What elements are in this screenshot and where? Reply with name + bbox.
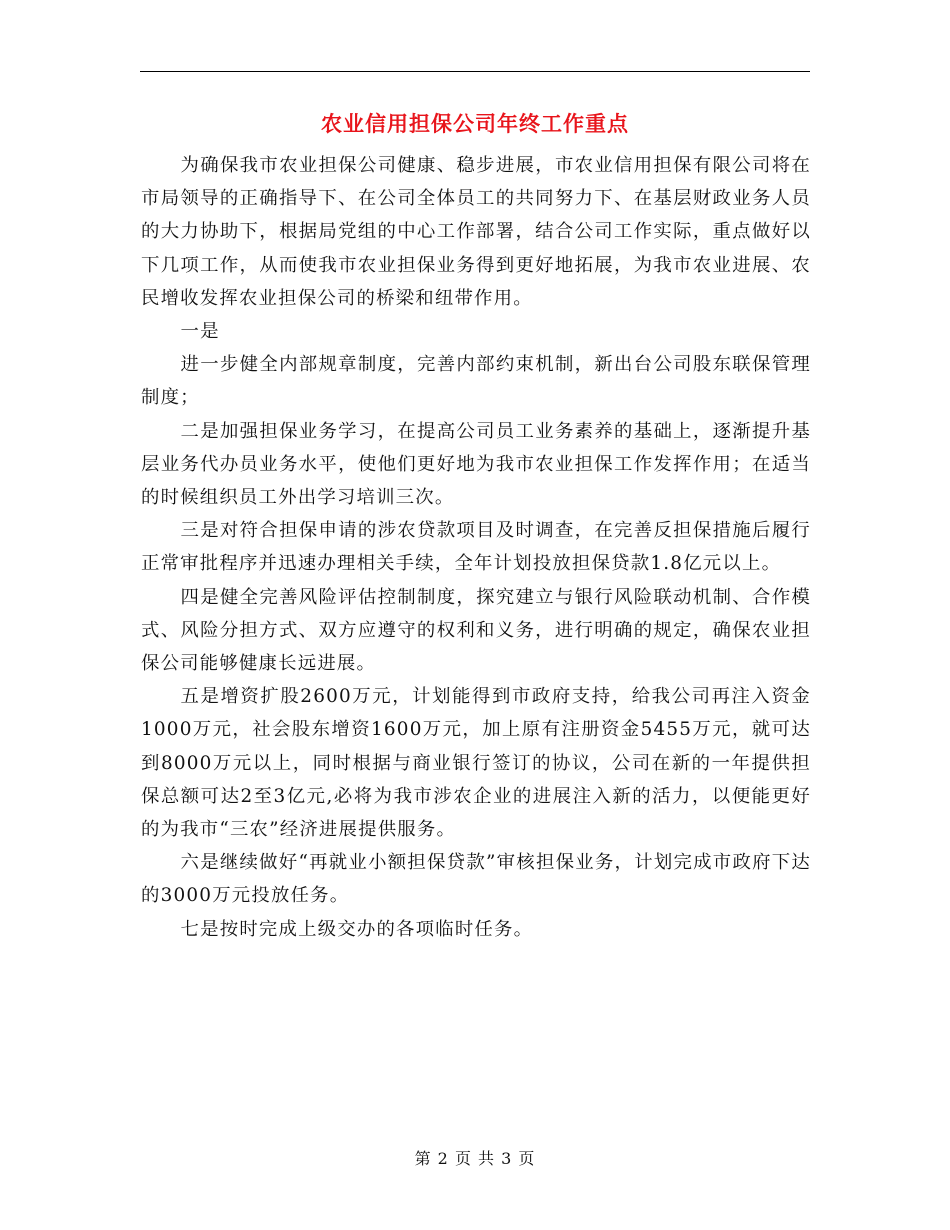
- paragraph-item-2: 二是加强担保业务学习，在提高公司员工业务素养的基础上，逐渐提升基层业务代办员业务水平，使他们更好地为我市农业担保工作发挥作用；在适当的时候组织员工外出学习培训三次。: [141, 420, 811, 509]
- paragraph-item-3: 三是对符合担保申请的涉农贷款项目及时调查，在完善反担保措施后履行正常审批程序并迅速办理相关手续，全年计划投放担保贷款1.8亿元以上。: [141, 520, 811, 575]
- page-number-label: 第 2 页 共 3 页: [414, 1149, 536, 1168]
- header-rule: [140, 71, 810, 72]
- document-body: [141, 149, 811, 946]
- paragraph-intro: 为确保我市农业担保公司健康、稳步进展，市农业信用担保有限公司将在市局领导的正确指导下、在公司全体员工的共同努力下、在基层财政业务人员的大力协助下，根据局党组的中心工作部署，结合公司工作实际，重点做好以下几项工作，从而使我市农业担保业务得到更好地拓展，为我市农业进展、农民增收发挥农业担保公司的桥梁和纽带作用。: [141, 155, 811, 309]
- paragraph-item-6: 六是继续做好“再就业小额担保贷款”审核担保业务，计划完成市政府下达的3000万元投放任务。: [141, 852, 811, 907]
- paragraph-item-1: 进一步健全内部规章制度，完善内部约束机制，新出台公司股东联保管理制度；: [141, 354, 811, 409]
- paragraph-item-1-label: 一是: [180, 321, 220, 343]
- document-title: 农业信用担保公司年终工作重点: [321, 112, 629, 136]
- paragraph-item-5: 五是增资扩股2600万元，计划能得到市政府支持，给我公司再注入资金1000万元，社会股东增资1600万元，加上原有注册资金5455万元，就可达到8000万元以上，同时根据与商业银行签订的协议，公司在新的一年提供担保总额可达2至3亿元,必将为我市涉农企业的进展注入新的活力，以便能更好的为我市“三农”经济进展提供服务。: [141, 686, 811, 841]
- paragraph-item-4: 四是健全完善风险评估控制制度，探究建立与银行风险联动机制、合作模式、风险分担方式、双方应遵守的权利和义务，进行明确的规定，确保农业担保公司能够健康长远进展。: [141, 586, 811, 675]
- page-footer: [0, 1146, 950, 1169]
- paragraph-item-7: 七是按时完成上级交办的各项临时任务。: [180, 918, 534, 940]
